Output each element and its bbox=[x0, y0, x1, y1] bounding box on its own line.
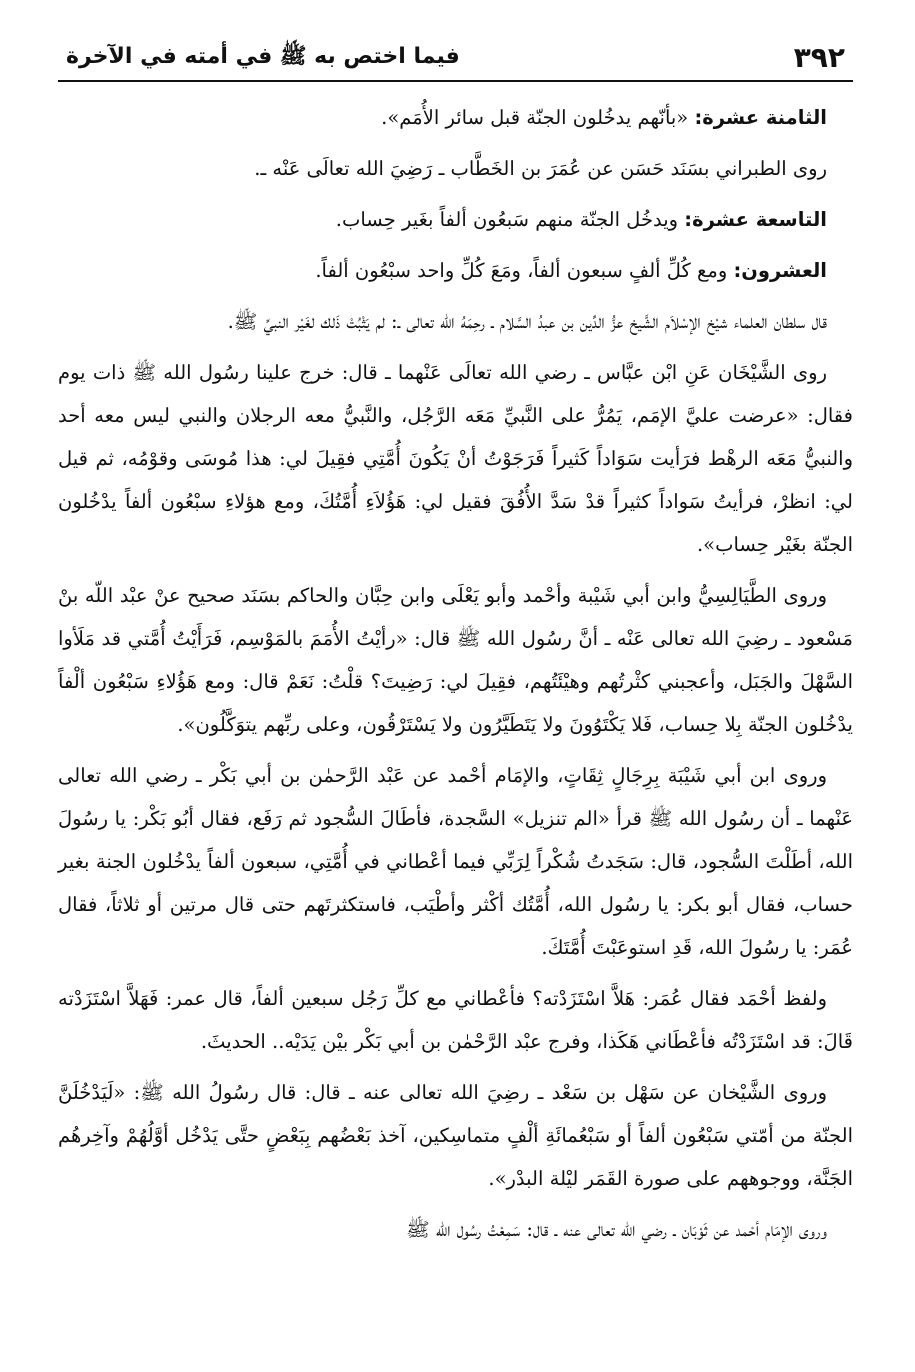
paragraph-abu-bakr-hadith bbox=[58, 754, 853, 969]
book-page bbox=[58, 30, 853, 1350]
paragraph-18 bbox=[58, 96, 853, 139]
paragraph-text: روى الشَّيْخَان عَنِ ابْن عبَّاس ـ رضي الله تعالَى عَنْهما ـ قال: خرج علينا رسُول الله ﷺ ذات يوم فقال: «عرضت عليَّ الإمَم، يَمُرُّ على النَّبيِّ مَعَه الرَّجُل، والنَّبيُّ معه الرجلان والنبي ليس معه أحد والنبيُّ مَعَه الرهْط فرَأيت سَوَاداً كَثيراً فَرَجَوْتُ أنْ يَكُونَ أُمَّتِي فقِيلَ لي: هذا مُوسَى وقوْمُه، ثم قيل لي: انظرْ، فرأيتُ سَواداً كثيراً قدْ سَدَّ الأُفُقَ فقيل لي: هَؤُلاَءِ أُمَّتُكَ، ومع هؤلاءِ سبْعُون ألفاً يدْخُلون الجنّة بغَيْر حِساب». bbox=[58, 361, 853, 556]
paragraph-text: وروى الشَّيْخان عن سَهْل بن سَعْد ـ رضِيَ الله تعالى عنه ـ قال: قال رسُولُ الله ﷺ: «لَيَدْخُلَنَّ الجنّة من أمّتي سَبْعُون ألفاً أو سَبْعُمائَةِ ألْفٍ متماسِكين، آخذ بَعْضُهم بِبَعْضٍ حتَّى يَدْخُل أوَّلُهُمْ وآخِرهُم الجَنَّة، ووجوههم على صورة القَمَر ليْلة البدْر». bbox=[58, 1081, 853, 1190]
paragraph-20 bbox=[58, 249, 853, 292]
paragraph-text: وروى الطَّيَالِسِيُّ وابن أبي شَيْبة وأحْمد وأبو يَعْلَى وابن حِبَّان والحاكم بسَنَد صحيح عنْ عبْد اللّه بنْ مَسْعود ـ رضِيَ الله تعالى عَنْه ـ أنَّ رسُول الله ﷺ قال: «رأيْتُ الأُمَمَ بالمَوْسِم، فَرَأَيْتُ أُمَّتي قد مَلَأوا السَّهْلَ والجَبَل، وأعجبني كثْرتُهم وهيْئَتُهم، فقِيلَ لي: رَضِيتَ؟ قلْتُ: نَعَمْ قال: ومع هَؤُلاءِ سَبْعُون ألْفاً يدْخُلون الجنّة بِلا حِساب، فَلا يَكْتَوُونَ ولا يَتَطَيَّرُون ولا يَسْتَرْقُون، وعلى ربِّهم يتوَكَّلُون». bbox=[58, 584, 853, 736]
paragraph-text: ولفظ أحْمَد فقال عُمَر: هَلاَّ اسْتَزَدْته؟ فأعْطاني مع كلِّ رَجُل سبعين ألفاً، قال عمر: فَهَلاَّ اسْتَزَدْته قَالَ: قد اسْتَزَدْتُه فأعْطَاني هَكَذا، وفرج عبْد الرَّحْمٰن بن أبي بَكْر بيْن يَدَيْه.. الحديثَ. bbox=[58, 987, 853, 1053]
paragraph-text: قال سلطان العلماء شيْخ الإسْلاَم الشَّيخ عزُّ الدِّين بن عبدُ السَّلام ـ رحِمَهُ الله تعالى ـ: لم يَثْبُتْ ذَلك لغَيْر النبيِّ ﷺ. bbox=[227, 310, 827, 333]
paragraph-label: الثامنة عشرة: bbox=[694, 106, 827, 129]
paragraph-ibn-masud-hadith bbox=[58, 574, 853, 746]
page-body bbox=[58, 82, 853, 1251]
paragraph-19 bbox=[58, 198, 853, 241]
paragraph-text: ومع كُلِّ ألفٍ سبعون ألفاً، ومَعَ كُلِّ واحد سبْعُون ألفاً. bbox=[315, 259, 734, 282]
page-header bbox=[58, 30, 853, 82]
paragraph-izz-quote bbox=[58, 300, 853, 343]
paragraph-thawban-hadith bbox=[58, 1208, 853, 1251]
paragraph-text: وروى الإمَام أحْمد عن ثَوْبَان ـ رضي الله تعالى عنه ـ قال: سَمِعْتُ رسُول الله ﷺ bbox=[406, 1218, 827, 1241]
running-title: فيما اختص به ﷺ في أمته في الآخرة bbox=[66, 44, 460, 69]
paragraph-text: وروى ابن أبي شَيْبَة بِرِجَالٍ ثِقَاتٍ، والإمَام أحْمد عن عَبْد الرَّحمٰن بن أبي بَكْر ـ رضي الله تعالى عَنْهما ـ أن رسُول الله ﷺ قرأ «الم تنزيل» السَّجدة، فأطَالَ السُّجود ثم رَفَع، فقال أبُو بَكْر: يا رسُولَ الله، أطَلْتَ السُّجود، قال: سَجَدتُ شُكْراً لِرَبِّي فيما أعْطاني في أُمَّتِي، سبعون ألفاً يدْخُلون الجنة بغير حساب، فقال أبو بكر: يا رسُول الله، أُمَّتُك أكْثر وأطْيَب، فاستكثرتَهم حتى قال مرتين أو ثلاثاً، فقال عُمَر: يا رسُولَ الله، قَدِ استوعَبْتَ أُمَّتَكَ. bbox=[58, 764, 853, 959]
paragraph-sahl-hadith bbox=[58, 1071, 853, 1200]
paragraph-ibn-abbas-hadith bbox=[58, 351, 853, 566]
paragraph-ahmad-wording bbox=[58, 977, 853, 1063]
paragraph-label: التاسعة عشرة: bbox=[684, 208, 827, 231]
paragraph-text: روى الطبراني بسَنَد حَسَن عن عُمَرَ بن الخَطَّاب ـ رَضِيَ الله تعالَى عَنْه ـ. bbox=[254, 157, 827, 180]
page-number: ٣٩٢ bbox=[793, 41, 845, 74]
paragraph-text: «بأنّهم يدخُلون الجنّة قبل سائر الأُمَم». bbox=[381, 106, 695, 129]
paragraph-text: ويدخُل الجنّة منهم سَبعُون ألفاً بغَير حِساب. bbox=[335, 208, 685, 231]
paragraph-citation-18 bbox=[58, 147, 853, 190]
paragraph-label: العشرون: bbox=[733, 259, 827, 282]
